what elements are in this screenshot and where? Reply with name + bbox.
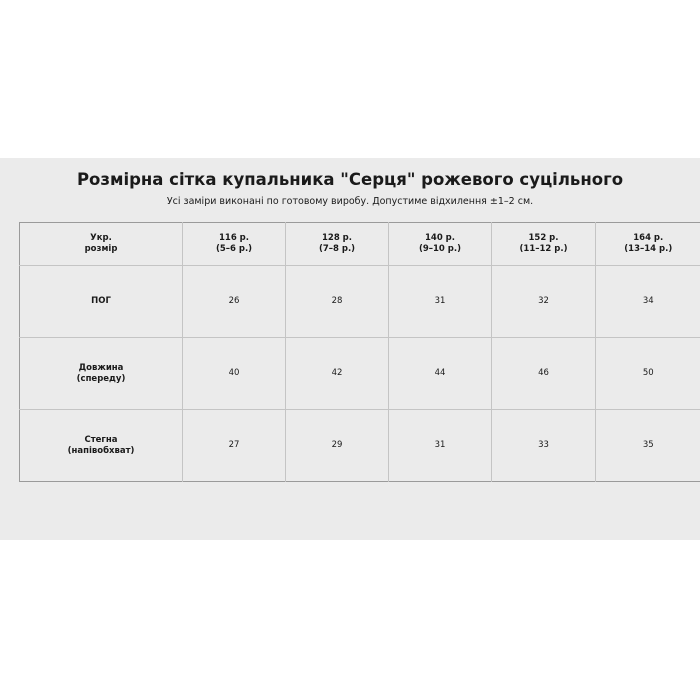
- row-label-line2: (напівобхват): [67, 445, 135, 456]
- page-subtitle: Усі заміри виконані по готовому виробу. Допустиме відхилення ±1–2 см.: [166, 196, 534, 207]
- table-cell: 31: [389, 410, 492, 482]
- table-cell: 40: [183, 338, 286, 410]
- table-cell: 44: [389, 338, 492, 410]
- header-cell-152: [492, 223, 596, 266]
- table-header-row: [20, 223, 700, 266]
- table-cell: 29: [286, 410, 389, 482]
- table-cell: 26: [183, 266, 286, 338]
- header-label-line2: розмір: [84, 244, 118, 254]
- row-label-line1: Довжина: [78, 362, 124, 373]
- header-cell-size-label: [20, 223, 183, 266]
- table-cell: 28: [286, 266, 389, 338]
- table-cell: 35: [642, 440, 654, 450]
- header-age: (5–6 р.): [215, 244, 253, 254]
- row-label-length: [20, 338, 183, 410]
- table-cell: 27: [183, 410, 286, 482]
- header-age: (7–8 р.): [318, 244, 356, 254]
- page-title: Розмірна сітка купальника "Серця" рожевого суцільного: [76, 170, 624, 189]
- size-chart-panel: [0, 158, 700, 540]
- table-cell: 46: [492, 338, 596, 410]
- row-label-line1: Стегна: [84, 434, 118, 445]
- header-size: 164 р.: [633, 233, 664, 243]
- header-age: (11–12 р.): [519, 244, 568, 254]
- header-cell-116: [183, 223, 286, 266]
- table-cell: 31: [389, 266, 492, 338]
- table-cell: 34: [596, 266, 700, 338]
- row-label-pog: [20, 266, 183, 338]
- header-size: 140 р.: [424, 233, 455, 243]
- header-age: (13–14 р.): [624, 244, 673, 254]
- table-cell: 50: [596, 338, 700, 410]
- header-cell-128: [286, 223, 389, 266]
- header-size: 128 р.: [321, 233, 352, 243]
- header-cell-140: [389, 223, 492, 266]
- header-label-line1: Укр.: [90, 233, 112, 243]
- row-label-line2: (спереду): [76, 373, 126, 384]
- table-cell: 33: [492, 410, 596, 482]
- row-label-hips: [20, 410, 183, 482]
- table-row: [20, 266, 700, 338]
- header-cell-164: [596, 223, 700, 266]
- header-size: 152 р.: [528, 233, 559, 243]
- table-cell: 32: [492, 266, 596, 338]
- header-age: (9–10 р.): [418, 244, 462, 254]
- table-row: [20, 410, 700, 482]
- row-label-line1: ПОГ: [91, 296, 111, 306]
- header-size: 116 р.: [218, 233, 249, 243]
- table-cell: 42: [286, 338, 389, 410]
- size-table: [19, 222, 700, 482]
- table-row: [20, 338, 700, 410]
